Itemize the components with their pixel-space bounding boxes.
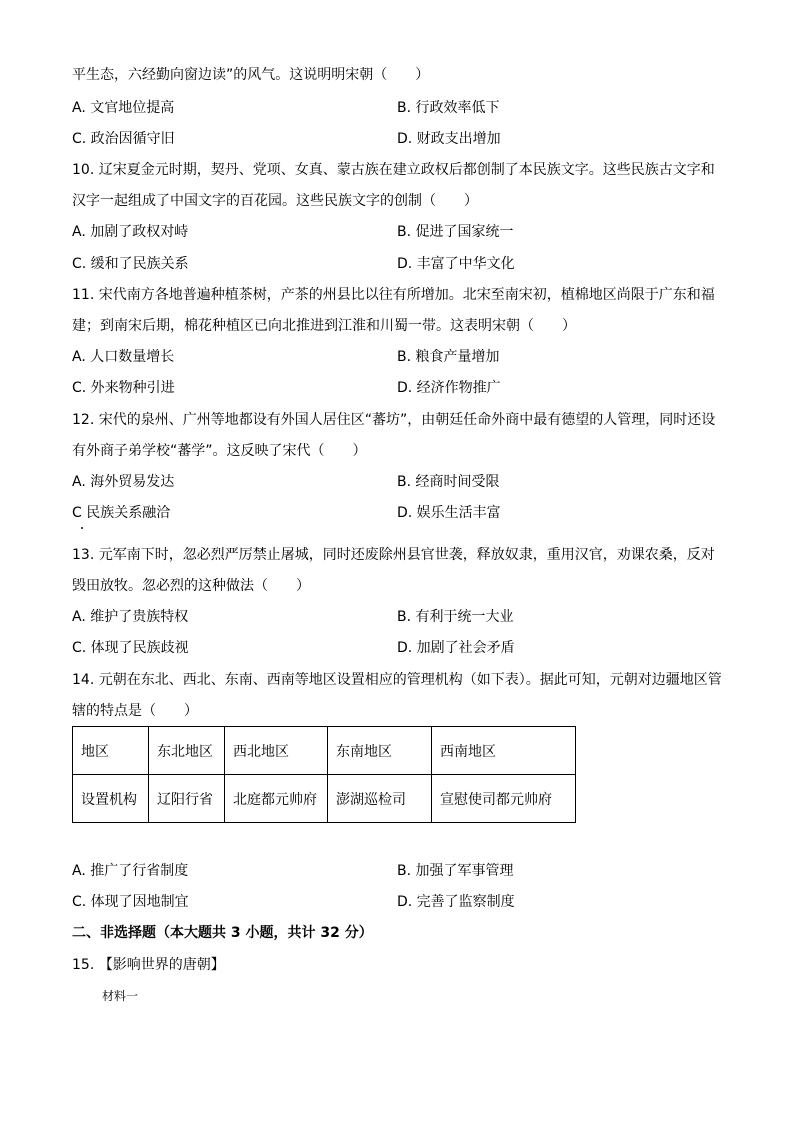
- q12-option-b: B. 经商时间受限: [397, 474, 500, 490]
- q13-stem-line1: 13. 元军南下时，忽必烈严厉禁止屠城，同时还废除州县官世袭，释放奴隶，重用汉官，劝课农桑，反对: [72, 547, 715, 563]
- table-cell: 北庭都元帅府: [225, 775, 328, 823]
- table-cell: 辽阳行省: [149, 775, 225, 823]
- table-cell: 西北地区: [225, 727, 328, 775]
- q12-option-a: A. 海外贸易发达: [72, 474, 175, 490]
- q13-option-a: A. 维护了贵族特权: [72, 609, 189, 625]
- q14-stem-line1: 14. 元朝在东北、西北、东南、西南等地区设置相应的管理机构（如下表）。据此可知，元朝对边疆地区管: [72, 672, 722, 688]
- q13-option-b: B. 有利于统一大业: [397, 609, 514, 625]
- q9-option-b: B. 行政效率低下: [397, 100, 500, 116]
- stray-dot-mark: [81, 527, 83, 529]
- material-label: 材料一: [102, 989, 139, 1003]
- q11-stem-line1: 11. 宋代南方各地普遍种植茶树，产茶的州县比以往有所增加。北宋至南宋初，植棉地区尚限于广东和福: [72, 287, 715, 303]
- table-cell: 宣慰使司都元帅府: [432, 775, 576, 823]
- table-header-row: [73, 727, 576, 775]
- q13-option-d: D. 加剧了社会矛盾: [397, 640, 515, 656]
- q13-stem-line2: 毁田放牧。忽必烈的这种做法（ ）: [72, 578, 310, 594]
- q10-option-b: B. 促进了国家统一: [397, 224, 514, 240]
- q10-option-a: A. 加剧了政权对峙: [72, 224, 189, 240]
- q10-option-c: C. 缓和了民族关系: [72, 256, 189, 272]
- q13-option-c: C. 体现了民族歧视: [72, 640, 189, 656]
- q11-stem-line2: 建；到南宋后期，棉花种植区已向北推进到江淮和川蜀一带。这表明宋朝（ ）: [72, 318, 576, 334]
- q10-stem-line2: 汉字一起组成了中国文字的百花园。这些民族文字的创制（ ）: [72, 193, 478, 209]
- q12-option-c: C 民族关系融洽: [72, 505, 171, 521]
- table-row: [73, 775, 576, 823]
- q9-option-c: C. 政治因循守旧: [72, 131, 175, 147]
- q12-stem-line2: 有外商子弟学校“蕃学”。这反映了宋代（ ）: [72, 443, 367, 459]
- table-cell: 西南地区: [432, 727, 576, 775]
- admin-institutions-table: [72, 726, 576, 823]
- table-cell: 东北地区: [149, 727, 225, 775]
- q12-stem-line1: 12. 宋代的泉州、广州等地都设有外国人居住区“蕃坊”，由朝廷任命外商中最有德望的人管理，同时还设: [72, 412, 716, 428]
- q10-stem-line1: 10. 辽宋夏金元时期，契丹、党项、女真、蒙古族在建立政权后都创制了本民族文字。这些民族古文字和: [72, 162, 715, 178]
- section-heading: 二、非选择题（本大题共 3 小题，共计 32 分）: [72, 925, 373, 941]
- q9-option-a: A. 文官地位提高: [72, 100, 175, 116]
- q9-stem-tail: 平生态，六经勤向窗边读”的风气。这说明明宋朝（ ）: [72, 67, 430, 83]
- table-cell: 澎湖巡检司: [328, 775, 432, 823]
- q14-option-b: B. 加强了军事管理: [397, 863, 514, 879]
- q15-title: 15. 【影响世界的唐朝】: [72, 957, 225, 973]
- q14-option-c: C. 体现了因地制宜: [72, 894, 189, 910]
- q10-option-d: D. 丰富了中华文化: [397, 256, 515, 272]
- q14-option-a: A. 推广了行省制度: [72, 863, 189, 879]
- table-cell: 设置机构: [73, 775, 149, 823]
- q11-option-b: B. 粮食产量增加: [397, 349, 500, 365]
- q11-option-d: D. 经济作物推广: [397, 380, 501, 396]
- q11-option-c: C. 外来物种引进: [72, 380, 175, 396]
- q14-stem-line2: 辖的特点是（ ）: [72, 703, 198, 719]
- q9-option-d: D. 财政支出增加: [397, 131, 501, 147]
- table-cell: 东南地区: [328, 727, 432, 775]
- q11-option-a: A. 人口数量增长: [72, 349, 175, 365]
- q14-option-d: D. 完善了监察制度: [397, 894, 515, 910]
- q12-option-d: D. 娱乐生活丰富: [397, 505, 501, 521]
- table-cell: 地区: [73, 727, 149, 775]
